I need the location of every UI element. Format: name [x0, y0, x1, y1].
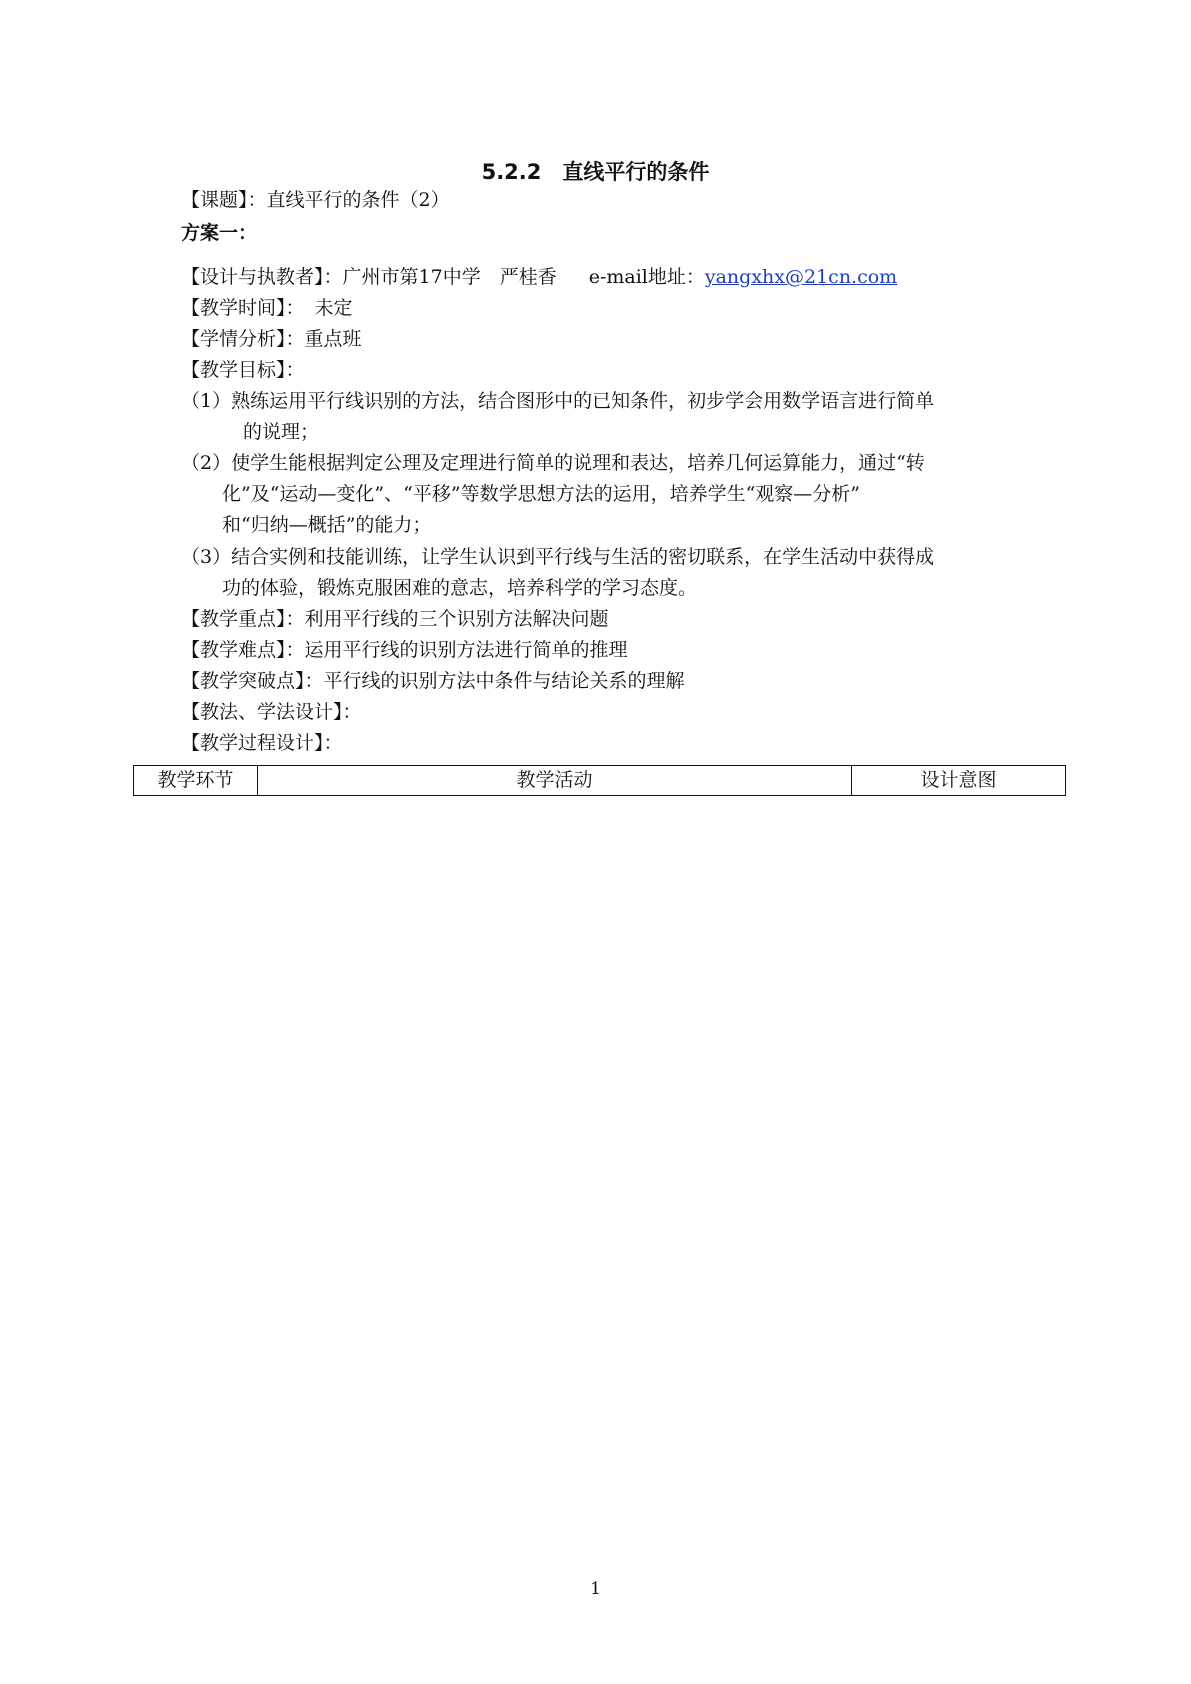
difficulties-value: 运用平行线的识别方法进行简单的推理: [304, 639, 628, 661]
email-link[interactable]: yangxhx@21cn.com: [704, 266, 898, 288]
objective-1-line-2: 的说理；: [243, 421, 320, 443]
table-header-activity: 教学活动: [258, 766, 852, 795]
objective-3-line-2: 功的体验，锻炼克服困难的意志，培养科学的学习态度。: [222, 577, 698, 599]
designer-value: 广州市第17中学 严桂香: [342, 266, 557, 288]
subject-value: 直线平行的条件（2）: [266, 189, 450, 211]
key-points-value: 利用平行线的三个识别方法解决问题: [304, 608, 609, 630]
difficulties-line: [181, 636, 628, 664]
breakthrough-value: 平行线的识别方法中条件与结论关系的理解: [323, 670, 685, 692]
breakthrough-line: [181, 667, 685, 695]
objective-2-line-3: 和“归纳—概括”的能力；: [222, 514, 432, 536]
page-number: 1: [590, 1579, 601, 1599]
objective-3-line-1: （3）结合实例和技能训练，让学生认识到平行线与生活的密切联系，在学生活动中获得成: [181, 546, 935, 568]
table-header-stage: 教学环节: [134, 766, 258, 795]
email-label: e-mail地址：: [588, 266, 705, 288]
time-value: 未定: [314, 297, 353, 319]
objective-2-line-1: （2）使学生能根据判定公理及定理进行简单的说理和表达，培养几何运算能力，通过“转: [181, 452, 925, 474]
subject-label: 【课题】：: [181, 189, 267, 211]
analysis-label: 【学情分析】：: [181, 328, 305, 350]
breakthrough-label: 【教学突破点】：: [181, 670, 324, 692]
objective-1-line-1: （1）熟练运用平行线识别的方法，结合图形中的已知条件，初步学会用数学语言进行简单: [181, 390, 935, 412]
table-header-intent: 设计意图: [920, 769, 997, 791]
designer-label: 【设计与执教者】：: [181, 266, 343, 288]
process-label: 【教学过程设计】：: [181, 732, 343, 754]
analysis-line: [181, 325, 362, 353]
methods-label: 【教法、学法设计】：: [181, 701, 362, 723]
key-points-line: [181, 605, 609, 633]
key-points-label: 【教学重点】：: [181, 608, 305, 630]
page-title: 5.2.2 直线平行的条件: [481, 160, 710, 184]
objective-2-line-2: 化”及“运动—变化”、“平移”等数学思想方法的运用，培养学生“观察—分析”: [222, 483, 860, 505]
time-line: [181, 294, 353, 322]
time-label: 【教学时间】：: [181, 297, 305, 319]
process-table: [133, 765, 1066, 796]
plan-label: 方案一：: [181, 222, 258, 244]
designer-line: [181, 263, 897, 291]
subject-line: [181, 186, 450, 214]
difficulties-label: 【教学难点】：: [181, 639, 305, 661]
analysis-value: 重点班: [304, 328, 362, 350]
objectives-label: 【教学目标】：: [181, 359, 305, 381]
